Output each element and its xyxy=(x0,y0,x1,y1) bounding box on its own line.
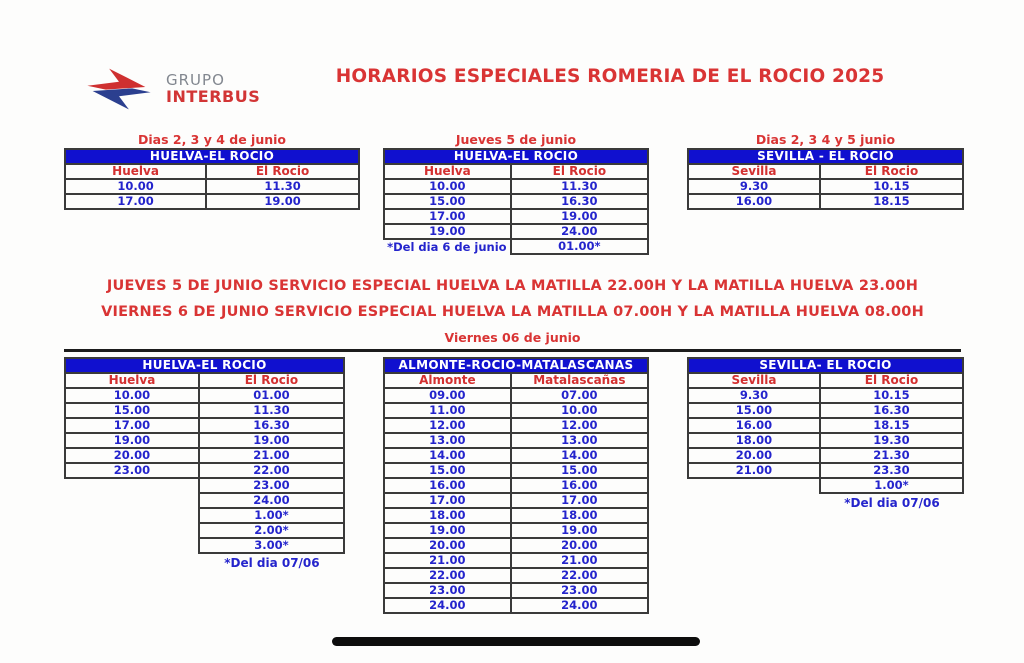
time-cell: 17.00 xyxy=(384,209,511,224)
time-cell: 15.00 xyxy=(384,194,511,209)
time-cell: 19.00 xyxy=(511,523,648,538)
column-header: Huelva xyxy=(65,164,206,179)
column-header: Huelva xyxy=(65,373,199,388)
empty-cell xyxy=(688,478,820,493)
empty-cell xyxy=(65,508,199,523)
column-header: El Rocio xyxy=(820,164,963,179)
timetable xyxy=(687,357,964,494)
time-cell: 16.30 xyxy=(199,418,344,433)
time-cell: 11.30 xyxy=(206,179,359,194)
page-title: HORARIOS ESPECIALES ROMERIA DE EL ROCIO 2025 xyxy=(335,66,885,87)
time-cell: 16.30 xyxy=(511,194,648,209)
time-cell: 10.00 xyxy=(384,179,511,194)
time-cell: 15.00 xyxy=(688,403,820,418)
time-cell: 12.00 xyxy=(384,418,511,433)
table-block-friday-almonte-rocio-matalascanas xyxy=(383,357,649,614)
time-cell: 07.00 xyxy=(511,388,648,403)
time-cell: 23.00 xyxy=(511,583,648,598)
time-cell: 18.15 xyxy=(820,194,963,209)
time-cell: 24.00 xyxy=(511,224,648,239)
time-cell: 10.00 xyxy=(65,388,199,403)
table-footnote: *Del dia 07/06 xyxy=(224,556,320,570)
time-cell: 13.00 xyxy=(511,433,648,448)
time-cell: 2.00* xyxy=(199,523,344,538)
time-cell: 21.00 xyxy=(688,463,820,478)
time-cell: 10.15 xyxy=(820,179,963,194)
table-caption: Dias 2, 3 y 4 de junio xyxy=(137,132,287,147)
time-cell: 15.00 xyxy=(511,463,648,478)
route-header: HUELVA-EL ROCIO xyxy=(65,149,359,164)
time-cell: 01.00* xyxy=(511,239,648,254)
table-block-sevilla-rocio-dias-2-5 xyxy=(687,132,964,210)
time-cell: 20.00 xyxy=(65,448,199,463)
table-footnote: *Del dia 07/06 xyxy=(844,496,940,510)
time-cell: 10.00 xyxy=(511,403,648,418)
time-cell: 19.00 xyxy=(206,194,359,209)
time-cell: 23.30 xyxy=(820,463,963,478)
time-cell: 21.30 xyxy=(820,448,963,463)
empty-cell xyxy=(65,523,199,538)
route-header: ALMONTE-ROCIO-MATALASCANAS xyxy=(384,358,648,373)
timetable xyxy=(383,148,649,255)
timetable xyxy=(64,357,345,554)
timetable xyxy=(383,357,649,614)
table-block-huelva-rocio-jueves-5 xyxy=(383,132,649,255)
table-block-huelva-rocio-dias-2-3-4 xyxy=(64,132,360,210)
column-header: Sevilla xyxy=(688,164,820,179)
time-cell: 9.30 xyxy=(688,179,820,194)
time-cell: 20.00 xyxy=(384,538,511,553)
time-cell: 19.30 xyxy=(820,433,963,448)
time-cell: 01.00 xyxy=(199,388,344,403)
time-cell: 23.00 xyxy=(199,478,344,493)
time-cell: 18.00 xyxy=(688,433,820,448)
time-cell: 20.00 xyxy=(511,538,648,553)
notice-line: VIERNES 6 DE JUNIO SERVICIO ESPECIAL HUELVA LA MATILLA 07.00H Y LA MATILLA HUELVA 08.00H xyxy=(101,304,924,320)
timetable xyxy=(64,148,360,210)
time-cell: 19.00 xyxy=(65,433,199,448)
home-indicator-bar[interactable] xyxy=(332,637,700,646)
time-cell: 15.00 xyxy=(65,403,199,418)
table-caption: Dias 2, 3 4 y 5 junio xyxy=(755,132,896,147)
table-block-friday-sevilla-rocio xyxy=(687,357,964,510)
route-header: HUELVA-EL ROCIO xyxy=(384,149,648,164)
route-header: SEVILLA- EL ROCIO xyxy=(688,358,963,373)
time-cell: 17.00 xyxy=(65,418,199,433)
time-cell: 22.00 xyxy=(511,568,648,583)
time-cell: 23.00 xyxy=(384,583,511,598)
time-cell: 22.00 xyxy=(199,463,344,478)
time-cell: 24.00 xyxy=(511,598,648,613)
route-header: HUELVA-EL ROCIO xyxy=(65,358,344,373)
time-cell: 18.00 xyxy=(384,508,511,523)
time-cell: 16.00 xyxy=(384,478,511,493)
column-header: El Rocio xyxy=(206,164,359,179)
time-cell: 11.00 xyxy=(384,403,511,418)
time-cell: 24.00 xyxy=(384,598,511,613)
empty-cell xyxy=(65,538,199,553)
time-cell: 19.00 xyxy=(384,224,511,239)
table-caption: Jueves 5 de junio xyxy=(455,132,577,147)
time-cell: 10.00 xyxy=(65,179,206,194)
notice-line: JUEVES 5 DE JUNIO SERVICIO ESPECIAL HUELVA LA MATILLA 22.00H Y LA MATILLA HUELVA 23.00H xyxy=(106,278,919,294)
time-cell: 16.00 xyxy=(688,194,820,209)
time-cell: 18.15 xyxy=(820,418,963,433)
time-cell: 16.30 xyxy=(820,403,963,418)
column-header: Sevilla xyxy=(688,373,820,388)
section-divider-line xyxy=(64,349,961,352)
time-cell: 11.30 xyxy=(511,179,648,194)
timetable xyxy=(687,148,964,210)
logo-text xyxy=(166,72,260,106)
column-header: El Rocio xyxy=(820,373,963,388)
logo-grupo-text: GRUPO xyxy=(166,70,225,89)
time-cell: 24.00 xyxy=(199,493,344,508)
time-cell: 19.00 xyxy=(384,523,511,538)
interbus-arrow-icon xyxy=(82,60,156,118)
time-cell: 15.00 xyxy=(384,463,511,478)
time-cell: 21.00 xyxy=(199,448,344,463)
time-cell: 13.00 xyxy=(384,433,511,448)
time-cell: 19.00 xyxy=(199,433,344,448)
empty-cell xyxy=(65,478,199,493)
special-service-notices xyxy=(64,273,961,325)
time-cell: 09.00 xyxy=(384,388,511,403)
time-cell: 11.30 xyxy=(199,403,344,418)
grupo-interbus-logo xyxy=(82,60,260,118)
time-cell: 3.00* xyxy=(199,538,344,553)
time-cell: 14.00 xyxy=(384,448,511,463)
time-cell: 12.00 xyxy=(511,418,648,433)
time-cell: 22.00 xyxy=(384,568,511,583)
time-cell: 16.00 xyxy=(511,478,648,493)
empty-cell xyxy=(65,493,199,508)
time-cell: 17.00 xyxy=(65,194,206,209)
column-header: El Rocio xyxy=(511,164,648,179)
time-cell: 23.00 xyxy=(65,463,199,478)
time-cell: 17.00 xyxy=(511,493,648,508)
column-header: Matalascañas xyxy=(511,373,648,388)
time-cell: 1.00* xyxy=(199,508,344,523)
time-cell: 20.00 xyxy=(688,448,820,463)
time-cell: *Del dia 6 de junio xyxy=(387,239,507,254)
time-cell: 16.00 xyxy=(688,418,820,433)
time-cell: 21.00 xyxy=(511,553,648,568)
time-cell: 18.00 xyxy=(511,508,648,523)
table-block-friday-huelva-rocio xyxy=(64,357,345,570)
logo-interbus-text: INTERBUS xyxy=(166,87,261,107)
column-header: Huelva xyxy=(384,164,511,179)
time-cell: 21.00 xyxy=(384,553,511,568)
column-header: El Rocio xyxy=(199,373,344,388)
time-cell: 10.15 xyxy=(820,388,963,403)
route-header: SEVILLA - EL ROCIO xyxy=(688,149,963,164)
time-cell: 1.00* xyxy=(820,478,963,493)
time-cell: 19.00 xyxy=(511,209,648,224)
time-cell: 17.00 xyxy=(384,493,511,508)
time-cell: 14.00 xyxy=(511,448,648,463)
column-header: Almonte xyxy=(384,373,511,388)
time-cell: 9.30 xyxy=(688,388,820,403)
friday-section-caption: Viernes 06 de junio xyxy=(444,330,581,345)
